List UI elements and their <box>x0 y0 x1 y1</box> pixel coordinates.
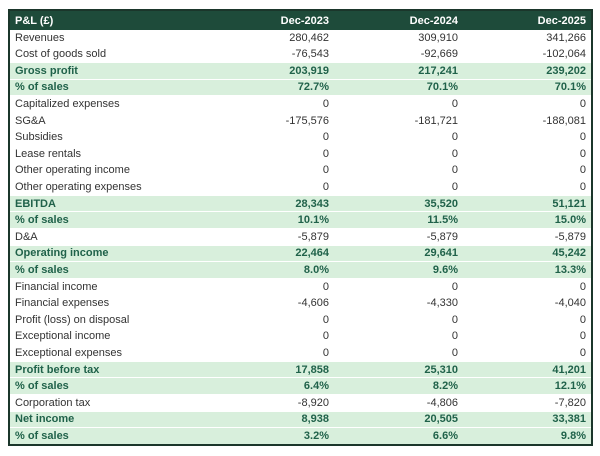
row-label: EBITDA <box>9 195 205 212</box>
row-value: -4,806 <box>334 394 463 411</box>
row-value: 0 <box>463 179 592 196</box>
row-value: -4,330 <box>334 295 463 312</box>
row-value: 0 <box>205 146 334 163</box>
row-label: Other operating expenses <box>9 179 205 196</box>
row-value: 0 <box>205 345 334 362</box>
column-header-dec-2025: Dec-2025 <box>463 10 592 30</box>
table-row <box>9 394 592 411</box>
pnl-table-header <box>9 10 592 30</box>
row-value: 0 <box>463 345 592 362</box>
table-row <box>9 428 592 445</box>
row-value: -188,081 <box>463 112 592 129</box>
row-label: Other operating income <box>9 162 205 179</box>
row-label: Revenues <box>9 30 205 46</box>
row-value: 0 <box>334 345 463 362</box>
row-value: 41,201 <box>463 361 592 378</box>
row-label: Capitalized expenses <box>9 96 205 113</box>
table-title: P&L (£) <box>9 10 205 30</box>
table-row <box>9 295 592 312</box>
row-value: -4,606 <box>205 295 334 312</box>
row-value: 280,462 <box>205 30 334 46</box>
row-value: -5,879 <box>463 228 592 245</box>
row-label: Financial expenses <box>9 295 205 312</box>
row-value: 29,641 <box>334 245 463 262</box>
table-row <box>9 30 592 46</box>
table-row <box>9 262 592 279</box>
row-value: -102,064 <box>463 46 592 63</box>
row-value: 0 <box>205 278 334 295</box>
pnl-table-body <box>9 30 592 445</box>
row-value: 0 <box>205 328 334 345</box>
row-value: 51,121 <box>463 195 592 212</box>
table-row <box>9 46 592 63</box>
row-value: 0 <box>205 162 334 179</box>
table-row <box>9 79 592 96</box>
row-value: 33,381 <box>463 411 592 428</box>
row-value: 9.6% <box>334 262 463 279</box>
row-value: 11.5% <box>334 212 463 229</box>
table-row <box>9 311 592 328</box>
row-label: % of sales <box>9 378 205 395</box>
row-label: Profit (loss) on disposal <box>9 311 205 328</box>
row-label: Subsidies <box>9 129 205 146</box>
row-value: 35,520 <box>334 195 463 212</box>
row-value: -5,879 <box>334 228 463 245</box>
table-row <box>9 162 592 179</box>
row-label: % of sales <box>9 212 205 229</box>
row-value: 6.4% <box>205 378 334 395</box>
row-value: 0 <box>334 162 463 179</box>
row-value: 0 <box>334 179 463 196</box>
row-value: 0 <box>334 146 463 163</box>
row-value: -181,721 <box>334 112 463 129</box>
row-value: -92,669 <box>334 46 463 63</box>
row-value: 22,464 <box>205 245 334 262</box>
row-label: Corporation tax <box>9 394 205 411</box>
table-row <box>9 96 592 113</box>
row-value: 6.6% <box>334 428 463 445</box>
row-value: 203,919 <box>205 63 334 80</box>
table-row <box>9 361 592 378</box>
table-row <box>9 179 592 196</box>
row-label: % of sales <box>9 262 205 279</box>
row-value: 20,505 <box>334 411 463 428</box>
table-row <box>9 63 592 80</box>
row-value: 45,242 <box>463 245 592 262</box>
row-value: 0 <box>463 278 592 295</box>
row-value: -76,543 <box>205 46 334 63</box>
row-value: -7,820 <box>463 394 592 411</box>
row-label: Exceptional income <box>9 328 205 345</box>
row-value: 0 <box>334 278 463 295</box>
column-header-dec-2024: Dec-2024 <box>334 10 463 30</box>
row-label: SG&A <box>9 112 205 129</box>
row-value: 0 <box>334 96 463 113</box>
row-value: 217,241 <box>334 63 463 80</box>
row-value: 0 <box>463 311 592 328</box>
row-value: 0 <box>463 328 592 345</box>
table-row <box>9 245 592 262</box>
table-row <box>9 278 592 295</box>
pnl-table <box>8 9 593 446</box>
row-value: 13.3% <box>463 262 592 279</box>
header-row <box>9 10 592 30</box>
row-value: 0 <box>463 129 592 146</box>
table-row <box>9 212 592 229</box>
row-label: Net income <box>9 411 205 428</box>
row-label: Profit before tax <box>9 361 205 378</box>
row-value: 70.1% <box>463 79 592 96</box>
row-value: 0 <box>334 129 463 146</box>
row-value: 9.8% <box>463 428 592 445</box>
row-value: 10.1% <box>205 212 334 229</box>
row-value: 0 <box>463 162 592 179</box>
row-value: 70.1% <box>334 79 463 96</box>
row-label: D&A <box>9 228 205 245</box>
row-value: 0 <box>463 146 592 163</box>
row-value: 8.2% <box>334 378 463 395</box>
table-row <box>9 195 592 212</box>
table-row <box>9 328 592 345</box>
row-value: 72.7% <box>205 79 334 96</box>
row-value: -5,879 <box>205 228 334 245</box>
row-value: 12.1% <box>463 378 592 395</box>
table-row <box>9 146 592 163</box>
row-value: 0 <box>463 96 592 113</box>
row-label: % of sales <box>9 428 205 445</box>
row-label: Financial income <box>9 278 205 295</box>
row-label: Exceptional expenses <box>9 345 205 362</box>
row-label: % of sales <box>9 79 205 96</box>
table-row <box>9 345 592 362</box>
row-value: -8,920 <box>205 394 334 411</box>
row-value: 341,266 <box>463 30 592 46</box>
row-value: 8,938 <box>205 411 334 428</box>
row-value: 3.2% <box>205 428 334 445</box>
row-value: 0 <box>205 129 334 146</box>
row-value: 0 <box>205 311 334 328</box>
row-value: 17,858 <box>205 361 334 378</box>
row-value: 239,202 <box>463 63 592 80</box>
table-row <box>9 228 592 245</box>
row-value: 15.0% <box>463 212 592 229</box>
row-label: Lease rentals <box>9 146 205 163</box>
table-row <box>9 129 592 146</box>
row-value: 25,310 <box>334 361 463 378</box>
column-header-dec-2023: Dec-2023 <box>205 10 334 30</box>
table-row <box>9 411 592 428</box>
row-value: -4,040 <box>463 295 592 312</box>
row-value: 309,910 <box>334 30 463 46</box>
row-value: 0 <box>205 96 334 113</box>
row-value: 0 <box>205 179 334 196</box>
table-row <box>9 378 592 395</box>
row-value: -175,576 <box>205 112 334 129</box>
row-value: 28,343 <box>205 195 334 212</box>
row-value: 0 <box>334 328 463 345</box>
row-label: Gross profit <box>9 63 205 80</box>
row-value: 0 <box>334 311 463 328</box>
row-value: 8.0% <box>205 262 334 279</box>
table-row <box>9 112 592 129</box>
row-label: Operating income <box>9 245 205 262</box>
row-label: Cost of goods sold <box>9 46 205 63</box>
